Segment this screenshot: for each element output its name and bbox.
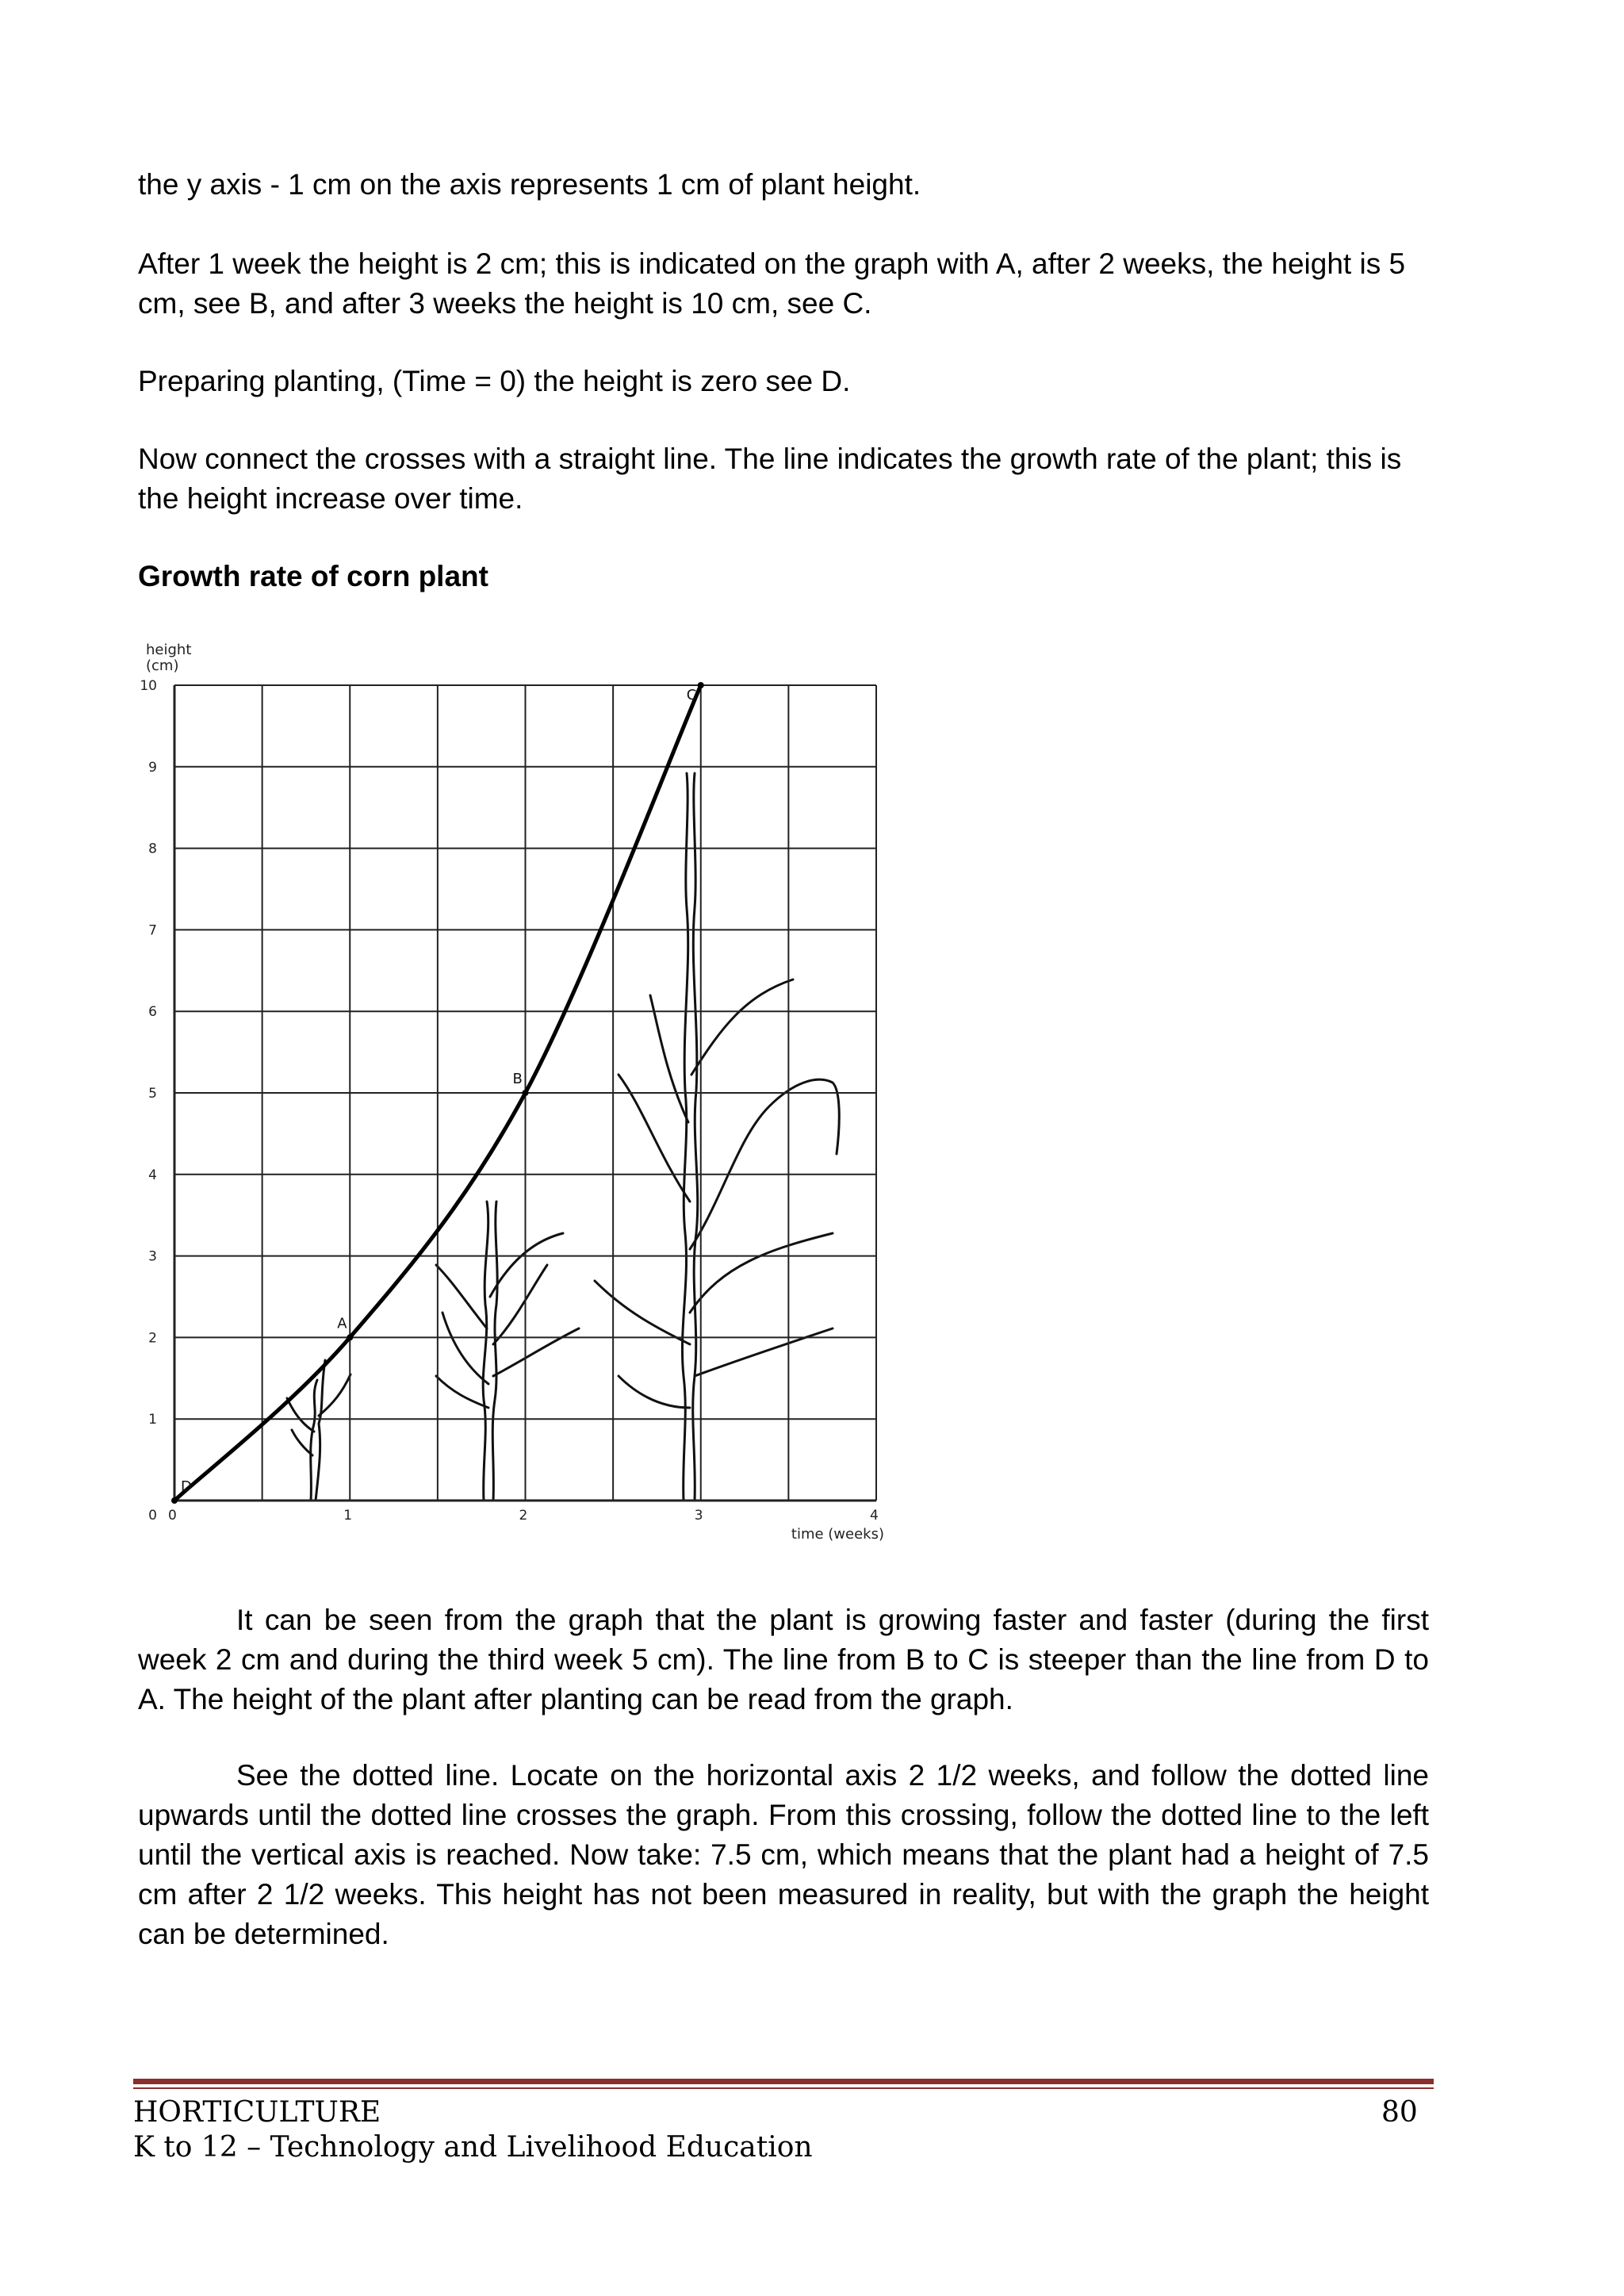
corn-plant-stroke <box>493 1328 579 1376</box>
figure-heading: Growth rate of corn plant <box>138 560 488 592</box>
growth-rate-figure <box>135 631 896 1562</box>
point-label-b: B <box>512 1071 523 1087</box>
data-point-a <box>347 1334 353 1340</box>
footer-page-number: 80 <box>1381 2096 1418 2129</box>
corn-plant-stroke <box>292 1430 312 1455</box>
point-label-c: C <box>686 687 697 703</box>
footer-subject: HORTICULTURE <box>133 2096 381 2129</box>
corn-plant-stroke <box>695 1328 833 1376</box>
corn-plant-stroke <box>492 1202 497 1501</box>
y-tick-label: 8 <box>148 841 157 857</box>
y-tick-label: 7 <box>148 922 157 939</box>
corn-plant-stroke <box>693 773 698 1501</box>
paragraph-dotted-line: See the dotted line. Locate on the horizontal axis 2 1/2 weeks, and follow the dotted line upwards until the dotted line crosses the graph. From this crossing, follow the dotted line to the left until the vertical axis is reached. Now take: 7.5 cm, which means that the plant had a height of 7.5 cm after 2 1/2 weeks. This height has not been measured in reality, but with the graph the height can be determined. <box>138 1759 1429 1950</box>
footer-rule-thick <box>133 2079 1434 2084</box>
corn-plant-stroke <box>490 1233 563 1297</box>
data-point-b <box>523 1090 529 1096</box>
corn-plant-stroke <box>690 1233 833 1313</box>
y-axis-label-line1: height <box>146 642 192 658</box>
x-tick-label: 0 <box>168 1508 177 1524</box>
data-point-c <box>698 682 704 688</box>
paragraph-connect-crosses: Now connect the crosses with a straight line. The line indicates the growth rate of the plant; this is the height increase over time. <box>138 443 1402 515</box>
data-point-d <box>171 1497 178 1504</box>
corn-plant-stroke <box>682 773 688 1501</box>
x-tick-label: 4 <box>870 1508 879 1524</box>
x-tick-label: 2 <box>519 1508 528 1524</box>
footer-rule-thin <box>133 2087 1434 2089</box>
corn-plant-stroke <box>690 1079 839 1249</box>
y-tick-label: 4 <box>148 1167 157 1183</box>
y-tick-label: 9 <box>148 759 157 776</box>
footer-course: K to 12 – Technology and Livelihood Education <box>133 2131 813 2164</box>
y-tick-label: 1 <box>148 1412 157 1428</box>
paragraph-heights: After 1 week the height is 2 cm; this is indicated on the graph with A, after 2 weeks, the height is 5 cm, see B, and after 3 weeks the height is 10 cm, see C. <box>138 247 1406 320</box>
corn-plant-stroke <box>650 995 688 1122</box>
corn-plant-stroke <box>483 1202 488 1501</box>
corn-plant-stroke <box>436 1376 488 1408</box>
corn-plant-stroke <box>311 1380 317 1501</box>
x-tick-label: 3 <box>694 1508 703 1524</box>
y-tick-label: 10 <box>140 678 157 694</box>
origin-label: 0 <box>148 1508 157 1524</box>
y-axis-label-line2: (cm) <box>146 657 179 674</box>
point-label-a: A <box>337 1315 347 1332</box>
paragraph-growing-faster: It can be seen from the graph that the plant is growing faster and faster (during the first week 2 cm and during the third week 5 cm). The line from B to C is steeper than the line from D to A. The height of the plant after planting can be read from the graph. <box>138 1604 1429 1715</box>
corn-plant-stroke <box>595 1281 690 1344</box>
growth-chart <box>135 631 896 1558</box>
corn-plant-stroke <box>691 979 793 1075</box>
paragraph-time-zero: Preparing planting, (Time = 0) the height is zero see D. <box>138 365 851 397</box>
y-tick-label: 6 <box>148 1004 157 1021</box>
corn-plant-stroke <box>287 1398 314 1432</box>
corn-plant-stroke <box>619 1376 690 1408</box>
y-tick-label: 2 <box>148 1330 157 1347</box>
point-label-d: D <box>181 1478 192 1495</box>
x-tick-label: 1 <box>343 1508 353 1524</box>
y-tick-label: 3 <box>148 1248 157 1265</box>
paragraph-y-axis: the y axis - 1 cm on the axis represents 1 cm of plant height. <box>138 168 921 201</box>
corn-plant-drawings <box>287 773 839 1501</box>
x-axis-label: time (weeks) <box>791 1526 884 1543</box>
y-tick-label: 5 <box>148 1086 157 1102</box>
